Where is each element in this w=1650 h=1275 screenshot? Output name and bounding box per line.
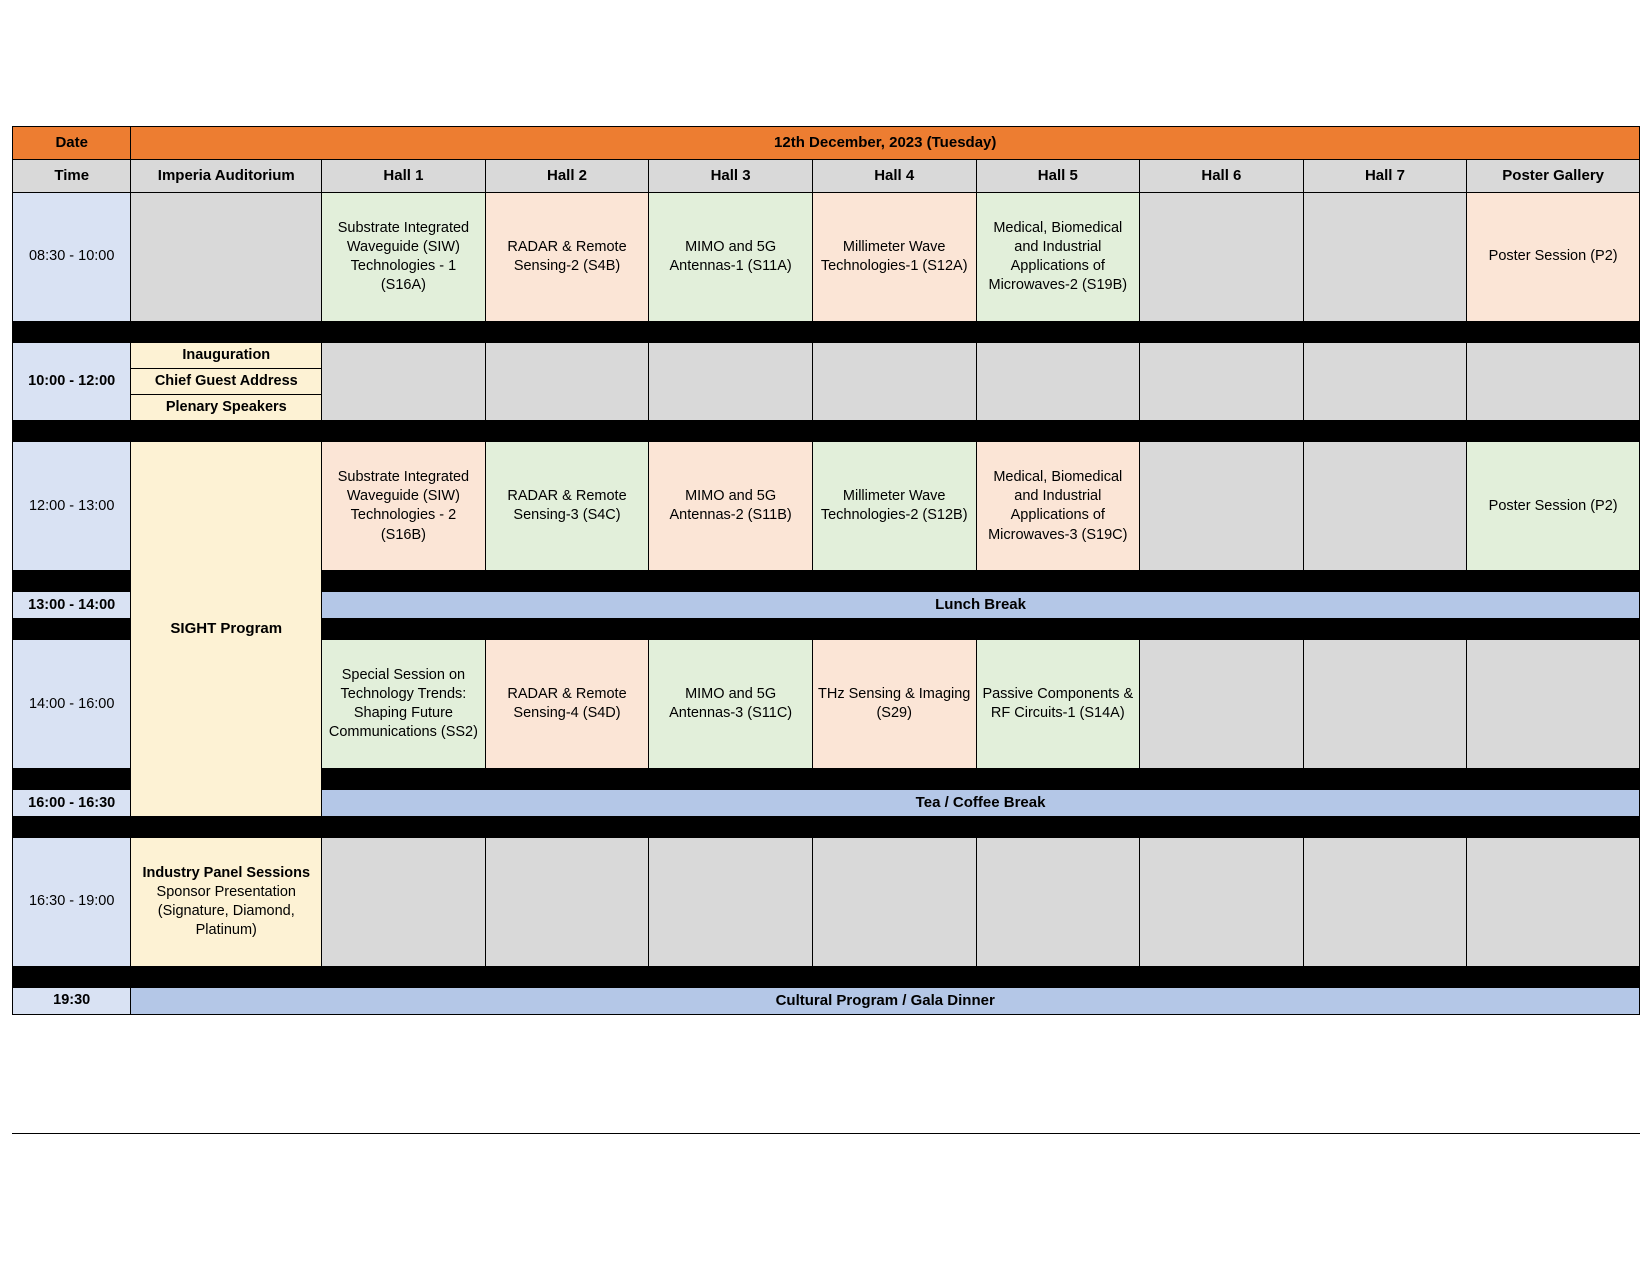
cell-hall5-1630 [976, 837, 1140, 966]
cell-poster-1630 [1467, 837, 1640, 966]
session-hall1-0830: Substrate Integrated Waveguide (SIW) Technologies - 1 (S16A) [322, 193, 486, 322]
separator-band [322, 619, 1640, 640]
cell-hall2-1000 [485, 343, 649, 421]
session-poster-1200: Poster Session (P2) [1467, 442, 1640, 571]
session-hall5-0830: Medical, Biomedical and Industrial Applications of Microwaves-2 (S19B) [976, 193, 1140, 322]
cell-hall6-0830 [1140, 193, 1304, 322]
separator-row-6 [13, 816, 1640, 837]
separator-band [13, 769, 131, 790]
table-row-inauguration [13, 343, 1640, 369]
cell-hall3-1630 [649, 837, 813, 966]
separator-band [13, 816, 1640, 837]
event-chief-guest-address: Chief Guest Address [131, 369, 322, 395]
cell-hall7-0830 [1303, 193, 1467, 322]
time-slot-1300-1400: 13:00 - 14:00 [13, 592, 131, 619]
table-row-slot-0830 [13, 193, 1640, 322]
industry-panel-subtitle: Sponsor Presentation (Signature, Diamond, Platinum) [156, 883, 296, 939]
event-sight-program: SIGHT Program [131, 442, 322, 817]
separator-band [13, 619, 131, 640]
session-hall1-1200: Substrate Integrated Waveguide (SIW) Technologies - 2 (S16B) [322, 442, 486, 571]
cell-hall7-1000 [1303, 343, 1467, 421]
time-slot-0830-1000: 08:30 - 10:00 [13, 193, 131, 322]
session-hall3-0830: MIMO and 5G Antennas-1 (S11A) [649, 193, 813, 322]
separator-band [13, 966, 1640, 987]
session-hall2-0830: RADAR & Remote Sensing-2 (S4B) [485, 193, 649, 322]
table-row-slot-1630 [13, 837, 1640, 966]
cell-hall4-1000 [812, 343, 976, 421]
cell-hall4-1630 [812, 837, 976, 966]
session-hall2-1400: RADAR & Remote Sensing-4 (S4D) [485, 640, 649, 769]
cell-hall2-1630 [485, 837, 649, 966]
conference-schedule-table [12, 126, 1640, 1015]
time-slot-1600-1630: 16:00 - 16:30 [13, 790, 131, 817]
cell-hall3-1000 [649, 343, 813, 421]
separator-band [13, 421, 1640, 442]
column-header-hall-1: Hall 1 [322, 160, 486, 193]
event-inauguration: Inauguration [131, 343, 322, 369]
cell-hall7-1630 [1303, 837, 1467, 966]
event-lunch-break: Lunch Break [322, 592, 1640, 619]
column-header-hall-4: Hall 4 [812, 160, 976, 193]
column-header-poster-gallery: Poster Gallery [1467, 160, 1640, 193]
separator-band [322, 571, 1640, 592]
table-row-slot-1200 [13, 442, 1640, 571]
column-header-hall-3: Hall 3 [649, 160, 813, 193]
date-value: 12th December, 2023 (Tuesday) [131, 127, 1640, 160]
cell-hall6-1630 [1140, 837, 1304, 966]
footer-divider [12, 1133, 1640, 1134]
session-hall3-1400: MIMO and 5G Antennas-3 (S11C) [649, 640, 813, 769]
separator-band [13, 571, 131, 592]
column-header-hall-5: Hall 5 [976, 160, 1140, 193]
industry-panel-title: Industry Panel Sessions [142, 864, 311, 881]
separator-band [13, 322, 1640, 343]
session-hall1-1400: Special Session on Technology Trends: Shaping Future Communications (SS2) [322, 640, 486, 769]
date-label: Date [13, 127, 131, 160]
session-hall5-1400: Passive Components & RF Circuits-1 (S14A) [976, 640, 1140, 769]
cell-hall1-1000 [322, 343, 486, 421]
cell-hall6-1200 [1140, 442, 1304, 571]
column-header-hall-7: Hall 7 [1303, 160, 1467, 193]
cell-imperia-0830 [131, 193, 322, 322]
separator-band [322, 769, 1640, 790]
time-slot-1400-1600: 14:00 - 16:00 [13, 640, 131, 769]
cell-hall6-1400 [1140, 640, 1304, 769]
cell-hall1-1630 [322, 837, 486, 966]
event-cultural-program-gala-dinner: Cultural Program / Gala Dinner [131, 987, 1640, 1014]
column-header-hall-6: Hall 6 [1140, 160, 1304, 193]
cell-hall7-1200 [1303, 442, 1467, 571]
time-slot-1200-1300: 12:00 - 13:00 [13, 442, 131, 571]
time-column-header: Time [13, 160, 131, 193]
event-tea-coffee-break: Tea / Coffee Break [322, 790, 1640, 817]
column-header-row [13, 160, 1640, 193]
event-industry-panel [131, 837, 322, 966]
session-hall4-0830: Millimeter Wave Technologies-1 (S12A) [812, 193, 976, 322]
cell-hall5-1000 [976, 343, 1140, 421]
column-header-hall-2: Hall 2 [485, 160, 649, 193]
cell-poster-1400 [1467, 640, 1640, 769]
cell-hall6-1000 [1140, 343, 1304, 421]
session-hall4-1400: THz Sensing & Imaging (S29) [812, 640, 976, 769]
event-plenary-speakers: Plenary Speakers [131, 395, 322, 421]
separator-row-7 [13, 966, 1640, 987]
cell-hall7-1400 [1303, 640, 1467, 769]
date-header-row [13, 127, 1640, 160]
cell-poster-1000 [1467, 343, 1640, 421]
session-poster-0830: Poster Session (P2) [1467, 193, 1640, 322]
session-hall3-1200: MIMO and 5G Antennas-2 (S11B) [649, 442, 813, 571]
session-hall4-1200: Millimeter Wave Technologies-2 (S12B) [812, 442, 976, 571]
time-slot-1930: 19:30 [13, 987, 131, 1014]
session-hall5-1200: Medical, Biomedical and Industrial Applications of Microwaves-3 (S19C) [976, 442, 1140, 571]
separator-row-2 [13, 421, 1640, 442]
time-slot-1630-1900: 16:30 - 19:00 [13, 837, 131, 966]
column-header-imperia-auditorium: Imperia Auditorium [131, 160, 322, 193]
separator-row-1 [13, 322, 1640, 343]
table-row-gala-dinner [13, 987, 1640, 1014]
session-hall2-1200: RADAR & Remote Sensing-3 (S4C) [485, 442, 649, 571]
time-slot-1000-1200: 10:00 - 12:00 [13, 343, 131, 421]
